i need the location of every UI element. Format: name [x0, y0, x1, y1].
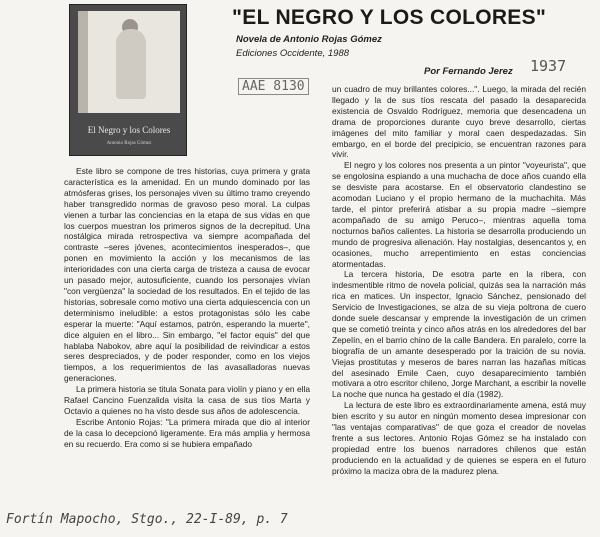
paragraph: La lectura de este libro es extraordinariamente amena, está muy bien escrito y su autor en ningún momento desea impresionar con "las ventajas comparativas" de que goza el creador de novelas frente a sus lectores. Antonio Rojas Gómez se ha instalado con propiedad entre los buenos narradores chilenos que están produciendo en la actualidad y de quienes se espera en el futuro próximo la maciza obra de la madurez plena.: [332, 400, 586, 476]
right-column: [332, 84, 586, 477]
paragraph: un cuadro de muy brillantes colores...". Luego, la mirada del recién llegado y la de sus tíos rescata del pasado la desaparecida existencia de Osvaldo Rodríguez, memoria que desencadena un drama de proporciones durante cuyo breve desarrollo, ciertas imágenes del mito familiar y moral caen despedazadas. Sin embargo, en el borde del precipicio, se encuentran razones para vivir.: [332, 84, 586, 160]
paragraph: La primera historia se titula Sonata para violín y piano y en ella Rafael Cancino Fuenzalida visita la casa de sus tíos Marta y Octavio a quienes no ha visto desde sus años de adolescencia.: [64, 384, 310, 416]
paragraph: La tercera historia, De esotra parte en la ribera, con indesmentible ritmo de novela policial, quizás sea la narración más rica en matices. Un inspector, Ignacio Sánchez, pensionado del Servicio de Investigaciones, se alza de su vieja poltrona de cuero donde suele descansar y emprende la investigación de un crimen que se cometió treinta y cinco años atrás en los alrededores del bar Zepelín, en el barrio chino de la calle Bandera. En paralelo, corre la biografía de un amante desesperado por la traición de su novia. Viejas prostitutas y meseros de bares narran las hazañas míticas del asesinado Emile Caen, cuyo desaparecimiento también motivara a otro escritor chileno, Jorge Marchant, a escribir la novelle La noche que nunca ha gestado el día (1982).: [332, 269, 586, 400]
cover-stripe: [78, 11, 88, 113]
handwritten-source-note: Fortín Mapocho, Stgo., 22-I-89, p. 7: [6, 512, 288, 527]
left-column: [64, 166, 310, 450]
book-cover-image: [69, 4, 187, 156]
paragraph: Este libro se compone de tres historias, cuya primera y grata característica es la amenidad. En un mundo dominado por las atmósferas grises, los personajes viven su último tramo creyendo haber transgredido normas de gravoso peso moral. La culpas vienen a turbar las conciencias en la etapa de sus vidas en que los cuerpos muestran los primeros signos de la decrepitud. Una nostálgica mirada retrospectiva va siempre acompañada del contraste –seres jóvenes, acontecimientos inesperados–, que ponen en movimiento la acción y los mecanismos de las interioridades con una cierta carga de tristeza a causa de evocar un pasado mejor, autosuficiente, cuando los personajes vivían "con vergüenza" la sociedad de los resultados. En el tejido de las historias, sobresale como motivo una cierta adquiescencia con un determinismo ineludible: a estos protagonistas sólo les cabe esperar la muerte: "Aquí estamos, patrón, esperando la muerte", dice alguien en el libro... Sin embargo, "el factor equis" del que hablaba Nabokov, abre aquí la posibilidad de reivindicar a estos seres despreciados, y de poder responder, como en los viejos tiempos, a los requerimientos de las avasalladoras nuevas generaciones.: [64, 166, 310, 384]
article-headline: "EL NEGRO Y LOS COLORES": [232, 6, 547, 29]
publisher-line: Ediciones Occidente, 1988: [236, 48, 350, 59]
cover-illustration: [78, 11, 180, 113]
paragraph: El negro y los colores nos presenta a un pintor "voyeurista", que se engolosina espiando a una muchacha de doce años cuando ella se desviste para acostarse. En el observatorio clandestino se acomodan Luciano y el propio hermano de la muchachita. Más tarde, el pintor preferirá atisbar a su propia madre –siempre acompañado de su amigo Peruco–, mientras aquella toma nocturnos baños calientes. La historia se desarrolla produciendo un mundo de progresiva alienación. Hay nostalgias, desencantos y, en ocasiones, mucho arrepentimiento en estas conciencias atormentadas.: [332, 160, 586, 269]
book-author-line: Novela de Antonio Rojas Gómez: [236, 34, 382, 45]
handwritten-year: 1937: [530, 57, 567, 75]
handwritten-catalog-code: AAE 8130: [238, 78, 309, 95]
paragraph: Escribe Antonio Rojas: "La primera mirada que dio al interior de la casa lo decepcionó ligeramente. Era más amplia y hermosa en su recuerdo. Era como si se hubiera empañado: [64, 416, 310, 449]
cover-author: Antonio Rojas Gómez: [106, 141, 152, 146]
cover-title: El Negro y los Colores: [87, 125, 171, 135]
cover-figure: [116, 29, 146, 99]
article-byline: Por Fernando Jerez: [424, 66, 513, 77]
